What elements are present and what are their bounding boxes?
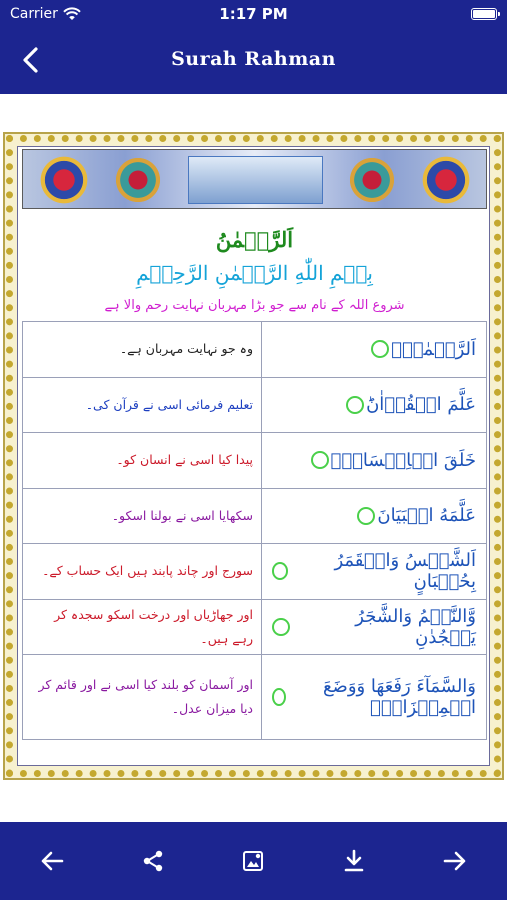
ayah-number-icon — [357, 507, 375, 525]
ayah-number-icon — [371, 340, 389, 358]
floral-ornament-left-2 — [105, 154, 171, 206]
share-button[interactable] — [136, 844, 170, 878]
verse-translation: اور جھاڑیاں اور درخت اسکو سجدہ کر رہے ہیں۔ — [22, 600, 262, 655]
download-icon — [343, 849, 365, 873]
verse-translation: سکھایا اسی نے بولنا اسکو۔ — [22, 489, 262, 544]
verse-translation: اور آسمان کو بلند کیا اسی نے اور قائم کر دیا میزان عدل۔ — [22, 655, 262, 739]
top-bar — [0, 0, 507, 94]
verse-text: عَلَّمَهُ الۡبَيَانَ — [377, 505, 476, 527]
verse-row — [22, 321, 487, 377]
verse-translation: سورج اور چاند پابند ہیں ایک حساب کے۔ — [22, 544, 262, 599]
verse-arabic — [262, 433, 487, 488]
surah-panel — [17, 146, 490, 766]
verse-text: اَلشَّمۡسُ وَالۡقَمَرُ بِحُسۡبَانٍ — [334, 550, 476, 593]
verse-arabic — [262, 655, 487, 739]
bottom-toolbar — [0, 822, 507, 900]
surah-name: اَلرَّحۡمٰنُ — [215, 227, 294, 252]
ayah-number-icon — [311, 451, 329, 469]
verse-row — [22, 488, 487, 544]
verse-arabic — [262, 322, 487, 377]
header-banner — [22, 149, 487, 209]
verse-arabic — [262, 489, 487, 544]
verse-row — [22, 654, 487, 740]
save-image-icon — [241, 849, 265, 873]
verse-row — [22, 543, 487, 599]
verse-row — [22, 599, 487, 655]
verse-translation: تعلیم فرمائی اسی نے قرآن کی۔ — [22, 378, 262, 433]
verse-table — [22, 321, 487, 740]
verse-text: وَّالنَّجۡمُ وَالشَّجَرُ يَسۡجُدٰنِ — [355, 605, 476, 648]
decorative-frame — [3, 132, 504, 780]
ayah-number-icon — [272, 618, 290, 636]
ayah-number-icon — [346, 396, 364, 414]
verse-translation: وہ جو نہایت مہربان ہے۔ — [22, 322, 262, 377]
bismillah-translation: شروع اللہ کے نام سے جو بڑا مہربان نہایت رحم والا ہے — [104, 298, 405, 313]
carrier-label: Carrier — [10, 6, 58, 22]
verse-text: وَالسَّمَآءَ رَفَعَهَا وَوَضَعَ الۡمِيۡزَانَۙ — [322, 676, 476, 718]
verse-row — [22, 432, 487, 488]
nav-bar — [0, 28, 507, 94]
battery-icon — [471, 8, 497, 20]
verse-row — [22, 377, 487, 433]
status-bar — [0, 0, 507, 28]
ayah-number-icon — [272, 562, 288, 580]
verse-arabic — [262, 600, 487, 655]
bismillah: بِسۡمِ اللّٰهِ الرَّحۡمٰنِ الرَّحِيۡمِ — [136, 261, 373, 285]
verse-translation: پیدا کیا اسی نے انسان کو۔ — [22, 433, 262, 488]
verse-arabic — [262, 378, 487, 433]
floral-ornament-left — [31, 154, 97, 206]
status-time: 1:17 PM — [219, 5, 288, 23]
ayah-number-icon — [272, 688, 286, 706]
page-title: Surah Rahman — [171, 48, 336, 70]
verse-text: اَلرَّحۡمٰنُۙ — [391, 338, 476, 360]
save-image-button[interactable] — [236, 844, 270, 878]
verse-arabic — [262, 544, 487, 599]
surah-page[interactable] — [0, 94, 507, 822]
floral-ornament-right-2 — [339, 154, 405, 206]
share-icon — [141, 849, 165, 873]
previous-button[interactable] — [35, 844, 69, 878]
arrow-left-icon — [40, 850, 64, 872]
verse-text: عَلَّمَ الۡقُرۡاٰنَؕ — [366, 394, 476, 416]
verse-text: خَلَقَ الۡاِنۡسَانَۙ — [330, 449, 476, 471]
surah-header — [22, 211, 487, 321]
arrow-right-icon — [443, 850, 467, 872]
quran-book-image — [188, 156, 323, 204]
floral-ornament-right — [413, 154, 479, 206]
next-button[interactable] — [438, 844, 472, 878]
download-button[interactable] — [337, 844, 371, 878]
